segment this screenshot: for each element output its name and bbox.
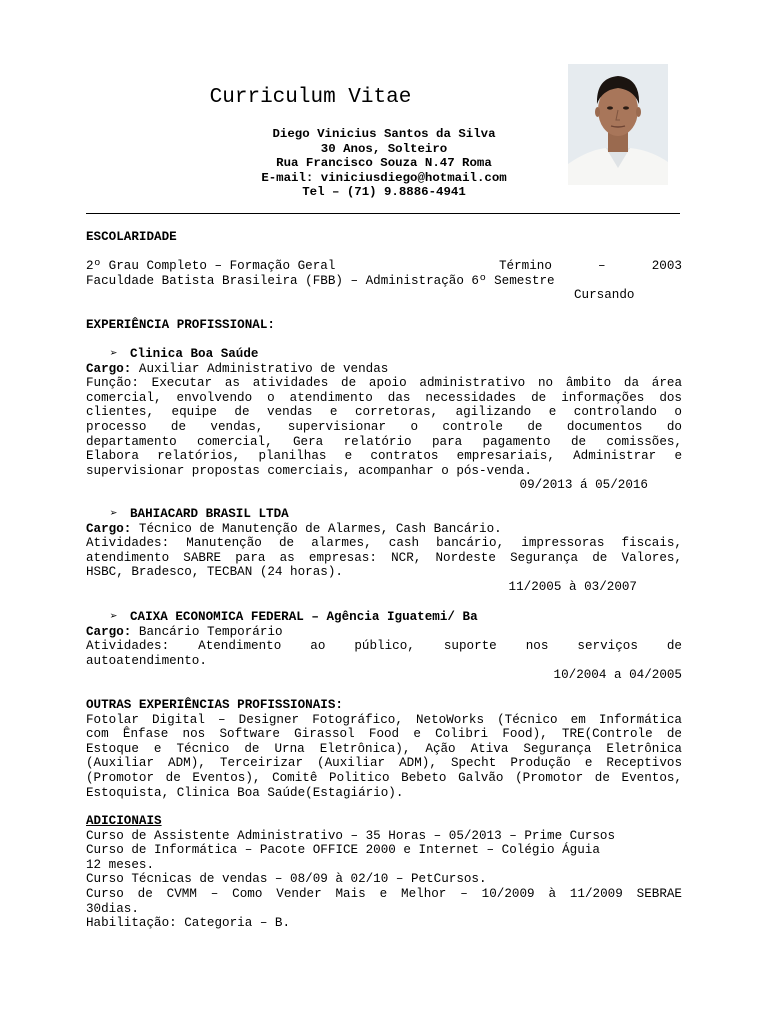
job-period: 11/2005 à 03/2007 <box>508 579 637 594</box>
job-bahiacard <box>86 507 682 595</box>
cargo-label: Cargo: <box>86 521 132 536</box>
job-desc-line: Atividades: Atendimento ao público, suporte nos serviços de <box>86 639 682 654</box>
job-role-title: Técnico de Manutenção de Alarmes, Cash Bancário. <box>138 521 502 536</box>
job-desc-line: clientes, equipe de vendas e corretoras, agilizando e controlando o <box>86 405 682 420</box>
profile-photo-image <box>568 64 668 185</box>
additional-line: Curso Técnicas de vendas – 08/09 à 02/10 – PetCursos. <box>86 872 487 887</box>
address: Rua Francisco Souza N.47 Roma <box>276 156 492 171</box>
title-text: Curriculum Vitae <box>209 86 412 109</box>
job-period: 10/2004 a 04/2005 <box>553 668 682 683</box>
other-line: com Ênfase nos Software Girassol Food e Colibri Food), TRE(Controle de <box>86 727 682 742</box>
additional-heading: ADICIONAIS <box>86 814 162 828</box>
job-desc-line: HSBC, Bradesco, TECBAN (24 horas). <box>86 565 343 580</box>
other-line: Estoquista, Clinica Boa Saúde(Estagiário). <box>86 785 404 800</box>
job-role <box>86 625 682 640</box>
completion-dash: – <box>598 259 606 273</box>
additional-line: 30dias. <box>86 901 139 916</box>
job-caixa <box>86 610 682 683</box>
job-role <box>86 522 682 537</box>
completion-year: 2003 <box>651 259 682 273</box>
additional-line: 12 meses. <box>86 857 155 872</box>
arrow-bullet-icon: ➢ <box>110 347 118 361</box>
education-heading: ESCOLARIDADE <box>86 230 177 244</box>
education-status: Cursando <box>574 288 635 303</box>
job-desc-line: Elabora relatórios, planilhas e contratos empresariais, Administrar e <box>86 449 682 464</box>
additional-line: Habilitação: Categoria – B. <box>86 916 291 931</box>
other-line: Fotolar Digital – Designer Fotográfico, NetoWorks (Técnico em Informática <box>86 712 682 727</box>
education-content <box>86 259 682 303</box>
job-period: 09/2013 á 05/2016 <box>519 478 648 493</box>
additional-section <box>86 814 682 931</box>
education-section <box>86 230 682 245</box>
education-high-school: 2º Grau Completo – Formação Geral <box>86 259 336 273</box>
job-desc-line: departamento comercial, Gera relatório para pagamento de comissões, <box>86 434 682 449</box>
education-completion <box>499 259 682 274</box>
job-clinica <box>86 347 682 493</box>
personal-info <box>228 127 540 200</box>
job-desc-line: autoatendimento. <box>86 653 207 668</box>
other-line: Estoque e Técnico de Urna Eletrônica), Ação Ativa Segurança Eletrônica <box>86 741 682 756</box>
job-desc-line: supervisionar propostas comerciais, acompanhar o pós-venda. <box>86 463 532 478</box>
completion-label: Término <box>499 259 552 273</box>
arrow-bullet-icon: ➢ <box>110 507 118 521</box>
education-college: Faculdade Batista Brasileira (FBB) – Administração 6º Semestre <box>86 273 555 288</box>
job-desc-line: comercial, envolvendo o atendimento das necessidades de informações dos <box>86 390 682 405</box>
email: E-mail: viniciusdiego@hotmail.com <box>261 170 507 185</box>
other-experience-section <box>86 698 682 800</box>
job-company <box>86 610 682 625</box>
job-company-name: CAIXA ECONOMICA FEDERAL – Agência Iguatemi/ Ba <box>130 610 478 624</box>
job-role <box>86 362 682 377</box>
additional-line: Curso de Assistente Administrativo – 35 Horas – 05/2013 – Prime Cursos <box>86 828 616 843</box>
other-experience-heading: OUTRAS EXPERIÊNCIAS PROFISSIONAIS: <box>86 698 343 712</box>
header-divider <box>86 213 680 214</box>
education-row-1 <box>86 259 682 274</box>
job-company-name: Clinica Boa Saúde <box>130 347 259 361</box>
arrow-bullet-icon: ➢ <box>110 610 118 624</box>
age-marital-status: 30 Anos, Solteiro <box>320 141 448 156</box>
other-line: (Promotor de Eventos), Comitê Politico Bebeto Galvão (Promotor de Eventos, <box>86 770 682 785</box>
job-company <box>86 507 682 522</box>
job-role-title: Bancário Temporário <box>138 624 283 639</box>
candidate-name: Diego Vinicius Santos da Silva <box>272 127 496 141</box>
additional-line: Curso de CVMM – Como Vender Mais e Melhor – 10/2009 à 11/2009 SEBRAE <box>86 886 682 901</box>
job-desc-line: atendimento SABRE para as empresas: NCR, Nordeste Segurança de Valores, <box>86 550 682 565</box>
job-desc-line: Atividades: Manutenção de alarmes, cash bancário, impressoras fiscais, <box>86 536 682 551</box>
job-company <box>86 347 682 362</box>
experience-heading: EXPERIÊNCIA PROFISSIONAL: <box>86 318 275 332</box>
job-desc-line: Função: Executar as atividades de apoio administrativo no âmbito da área <box>86 376 682 391</box>
job-company-name: BAHIACARD BRASIL LTDA <box>130 507 289 521</box>
job-role-title: Auxiliar Administrativo de vendas <box>138 361 389 376</box>
cargo-label: Cargo: <box>86 624 132 639</box>
experience-section <box>86 318 682 333</box>
profile-photo <box>568 64 668 185</box>
additional-line: Curso de Informática – Pacote OFFICE 2000 e Internet – Colégio Águia <box>86 843 600 858</box>
job-desc-line: processo de vendas, supervisionar o controle de documentos do <box>86 419 682 434</box>
phone: Tel – (71) 9.8886-4941 <box>302 185 466 200</box>
other-line: (Auxiliar ADM), Terceirizar (Auxiliar ADM), Specht Produção e Receptivos <box>86 756 682 771</box>
cargo-label: Cargo: <box>86 361 132 376</box>
